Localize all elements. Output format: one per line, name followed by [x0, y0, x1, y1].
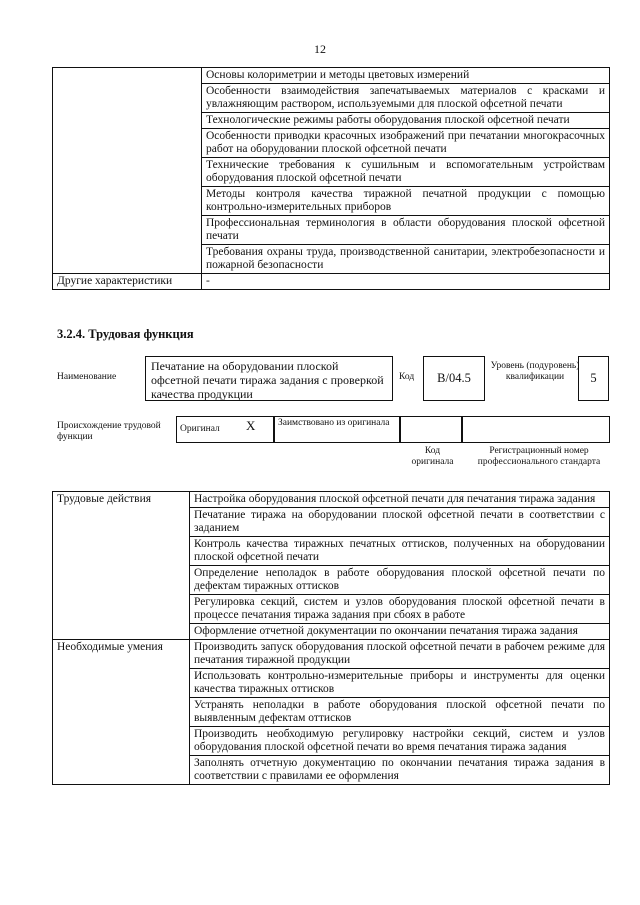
- labor-action-item: Оформление отчетной документации по окончании печатания тиража задания: [190, 624, 610, 640]
- labor-action-item: Регулировка секций, систем и узлов оборудования плоской офсетной печати в процессе печатания тиража задания при сбоях в работе: [190, 595, 610, 624]
- table-row: [53, 274, 610, 290]
- name-label: Наименование: [57, 372, 117, 382]
- other-characteristics-label: Другие характеристики: [53, 274, 202, 290]
- knowledge-table: [52, 67, 610, 290]
- skill-item: Использовать контрольно-измерительные приборы и инструменты для оценки качества тиражных оттисков: [190, 669, 610, 698]
- table-row: [53, 68, 610, 84]
- level-label: Уровень (подуровень) квалификации: [490, 361, 580, 382]
- category-cell: [53, 68, 202, 274]
- origin-label: Происхождение трудовой функции: [57, 421, 161, 442]
- skill-item: Устранять неполадки в работе оборудования плоской офсетной печати по выявленным дефектам оттисков: [190, 698, 610, 727]
- skill-item: Производить необходимую регулировку настройки секций, систем и узлов оборудования плоской офсетной печати во время печатания тиража задания: [190, 727, 610, 756]
- skill-item: Заполнять отчетную документацию по окончании печатания тиража задания в соответствии с правилами ее оформления: [190, 756, 610, 785]
- knowledge-item: Методы контроля качества тиражной печатной продукции с помощью контрольно-измерительных приборов: [202, 187, 610, 216]
- original-label: Оригинал: [180, 424, 220, 434]
- reg-number-cell: [462, 416, 610, 443]
- borrowed-label: Заимствовано из оригинала: [278, 418, 390, 428]
- section-heading: 3.2.4. Трудовая функция: [57, 327, 194, 341]
- labor-action-item: Печатание тиража на оборудовании плоской офсетной печати в соответствии с заданием: [190, 508, 610, 537]
- code-original-cell: [400, 416, 462, 443]
- function-name-box: Печатание на оборудовании плоской офсетной печати тиража задания с проверкой качества продукции: [145, 356, 393, 401]
- page-number: 12: [314, 42, 326, 56]
- knowledge-item: Профессиональная терминология в области оборудования плоской офсетной печати: [202, 216, 610, 245]
- original-mark: X: [246, 418, 256, 433]
- knowledge-item: Технологические режимы работы оборудования плоской офсетной печати: [202, 113, 610, 129]
- skills-label: Необходимые умения: [53, 640, 190, 785]
- labor-action-item: Контроль качества тиражных печатных оттисков, полученных на оборудовании плоской офсетной печати: [190, 537, 610, 566]
- labor-action-item: Определение неполадок в работе оборудования плоской офсетной печати по дефектам тиражных оттисков: [190, 566, 610, 595]
- actions-table: [52, 491, 610, 785]
- table-row: [53, 492, 610, 508]
- code-value-box: B/04.5: [423, 356, 485, 401]
- knowledge-item: Особенности приводки красочных изображений при печатании многокрасочных работ на оборудовании плоской офсетной печати: [202, 129, 610, 158]
- code-original-label: Код оригинала: [411, 446, 454, 467]
- skill-item: Производить запуск оборудования плоской офсетной печати в рабочем режиме для печатания тиражной продукции: [190, 640, 610, 669]
- knowledge-item: Требования охраны труда, производственной санитарии, электробезопасности и пожарной безопасности: [202, 245, 610, 274]
- knowledge-item: Основы колориметрии и методы цветовых измерений: [202, 68, 610, 84]
- level-value-box: 5: [578, 356, 609, 401]
- labor-action-item: Настройка оборудования плоской офсетной печати для печатания тиража задания: [190, 492, 610, 508]
- labor-actions-label: Трудовые действия: [53, 492, 190, 640]
- knowledge-item: Технические требования к сушильным и вспомогательным устройствам оборудования плоской офсетной печати: [202, 158, 610, 187]
- table-row: [53, 640, 610, 669]
- reg-number-label: Регистрационный номер профессионального стандарта: [477, 446, 601, 467]
- knowledge-item: Особенности взаимодействия запечатываемых материалов с красками и увлажняющим раствором, используемыми для плоской офсетной печати: [202, 84, 610, 113]
- code-label: Код: [399, 372, 415, 382]
- other-characteristics-value: -: [202, 274, 610, 290]
